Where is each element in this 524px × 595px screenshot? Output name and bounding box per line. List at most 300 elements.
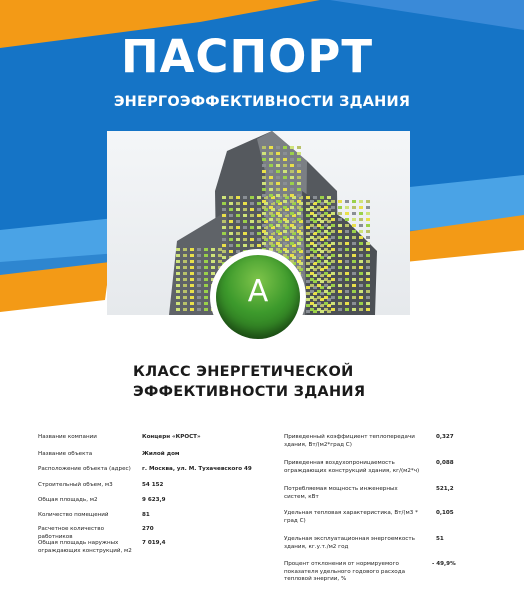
window xyxy=(262,164,266,167)
window xyxy=(306,256,310,259)
window xyxy=(290,164,294,167)
window xyxy=(359,284,363,287)
window xyxy=(297,158,301,161)
document-title: ПАСПОРТ xyxy=(120,30,374,83)
window xyxy=(366,260,370,263)
window xyxy=(211,266,215,269)
window xyxy=(283,248,287,251)
window xyxy=(306,214,310,217)
badge-circle xyxy=(216,255,300,339)
window xyxy=(366,272,370,275)
window xyxy=(359,242,363,245)
row-value: 9 623,9 xyxy=(142,497,166,503)
window xyxy=(359,200,363,203)
window xyxy=(204,284,208,287)
window xyxy=(338,248,342,251)
window xyxy=(338,296,342,299)
window xyxy=(262,212,266,215)
window xyxy=(345,296,349,299)
window xyxy=(345,218,349,221)
window xyxy=(276,200,280,203)
window xyxy=(297,242,301,245)
window xyxy=(250,238,254,241)
window xyxy=(345,224,349,227)
window xyxy=(190,272,194,275)
window xyxy=(276,206,280,209)
window xyxy=(310,242,314,245)
window xyxy=(197,302,201,305)
window xyxy=(283,170,287,173)
window xyxy=(338,284,342,287)
window xyxy=(276,188,280,191)
window xyxy=(276,194,280,197)
window xyxy=(197,272,201,275)
window xyxy=(352,278,356,281)
window xyxy=(297,200,301,203)
window xyxy=(297,260,301,263)
row-value: Жилой дом xyxy=(142,451,180,457)
window xyxy=(345,230,349,233)
window xyxy=(366,218,370,221)
window xyxy=(331,230,335,233)
window xyxy=(283,158,287,161)
window xyxy=(190,308,194,311)
window xyxy=(283,194,287,197)
window xyxy=(269,158,273,161)
window xyxy=(345,206,349,209)
row-value: 0,327 xyxy=(436,434,454,440)
window xyxy=(243,232,247,235)
window xyxy=(269,152,273,155)
window xyxy=(190,266,194,269)
window xyxy=(269,176,273,179)
window xyxy=(297,236,301,239)
window xyxy=(317,248,321,251)
window xyxy=(176,254,180,257)
window xyxy=(306,274,310,277)
window xyxy=(306,304,310,307)
window xyxy=(276,146,280,149)
window xyxy=(218,260,222,263)
window xyxy=(290,182,294,185)
window xyxy=(176,266,180,269)
window xyxy=(243,238,247,241)
window xyxy=(366,302,370,305)
window xyxy=(190,260,194,263)
window xyxy=(338,224,342,227)
window xyxy=(317,278,321,281)
window xyxy=(331,218,335,221)
window xyxy=(276,170,280,173)
window xyxy=(283,212,287,215)
window xyxy=(283,176,287,179)
window xyxy=(297,176,301,179)
window xyxy=(310,260,314,263)
row-value: 270 xyxy=(142,526,154,532)
window xyxy=(229,238,233,241)
window xyxy=(276,212,280,215)
window xyxy=(317,296,321,299)
window xyxy=(352,236,356,239)
window xyxy=(229,196,233,199)
window xyxy=(366,254,370,257)
window xyxy=(211,248,215,251)
window xyxy=(324,284,328,287)
window xyxy=(236,208,240,211)
window xyxy=(190,254,194,257)
window xyxy=(290,188,294,191)
window xyxy=(366,284,370,287)
window xyxy=(197,290,201,293)
window xyxy=(197,284,201,287)
window xyxy=(283,236,287,239)
window xyxy=(317,200,321,203)
window xyxy=(250,226,254,229)
window xyxy=(290,152,294,155)
window xyxy=(310,254,314,257)
row-label: Название компании xyxy=(38,434,97,440)
window xyxy=(243,214,247,217)
window xyxy=(290,158,294,161)
window xyxy=(338,212,342,215)
window xyxy=(366,296,370,299)
window xyxy=(297,164,301,167)
window xyxy=(222,220,226,223)
window xyxy=(297,182,301,185)
window xyxy=(269,188,273,191)
row-value: г. Москва, ул. М. Тухачевского 49 xyxy=(142,466,252,472)
window xyxy=(176,290,180,293)
window xyxy=(250,202,254,205)
window xyxy=(222,238,226,241)
row-value: Концерн «КРОСТ» xyxy=(142,434,201,440)
window xyxy=(197,308,201,311)
left-table-row xyxy=(38,451,268,461)
window xyxy=(197,248,201,251)
window xyxy=(250,220,254,223)
window xyxy=(297,266,301,269)
window xyxy=(257,214,261,217)
window xyxy=(236,232,240,235)
window xyxy=(262,242,266,245)
window xyxy=(345,302,349,305)
window xyxy=(297,146,301,149)
window xyxy=(331,308,335,311)
row-label: Приведенная воздухопроницаемость ограждающих конструкций здания, кг/(м2*ч) xyxy=(284,460,420,474)
window xyxy=(324,212,328,215)
window xyxy=(310,212,314,215)
window xyxy=(310,230,314,233)
window xyxy=(338,290,342,293)
window xyxy=(243,208,247,211)
window xyxy=(306,244,310,247)
right-table-row xyxy=(284,510,509,528)
right-table-row xyxy=(284,561,509,587)
window xyxy=(345,266,349,269)
window xyxy=(183,308,187,311)
window xyxy=(229,226,233,229)
window xyxy=(338,308,342,311)
window xyxy=(324,242,328,245)
window xyxy=(176,302,180,305)
window xyxy=(331,254,335,257)
window xyxy=(345,260,349,263)
window xyxy=(297,206,301,209)
left-table-row xyxy=(38,540,268,558)
window xyxy=(204,248,208,251)
window xyxy=(218,248,222,251)
window xyxy=(276,224,280,227)
right-table-row xyxy=(284,536,509,554)
window xyxy=(190,302,194,305)
window xyxy=(324,206,328,209)
window xyxy=(276,242,280,245)
window xyxy=(290,212,294,215)
window xyxy=(250,214,254,217)
window xyxy=(352,200,356,203)
window xyxy=(359,230,363,233)
window xyxy=(190,248,194,251)
window xyxy=(204,302,208,305)
right-table-row xyxy=(284,434,509,452)
window xyxy=(236,238,240,241)
window xyxy=(257,238,261,241)
window xyxy=(183,254,187,257)
window xyxy=(222,208,226,211)
window xyxy=(262,152,266,155)
window xyxy=(257,202,261,205)
window xyxy=(283,230,287,233)
window xyxy=(197,260,201,263)
window xyxy=(283,188,287,191)
window xyxy=(338,278,342,281)
window xyxy=(290,218,294,221)
window xyxy=(269,206,273,209)
window xyxy=(222,250,226,253)
left-table-row xyxy=(38,482,268,492)
window xyxy=(290,194,294,197)
window xyxy=(324,308,328,311)
window xyxy=(331,302,335,305)
window xyxy=(331,296,335,299)
window xyxy=(276,218,280,221)
window xyxy=(290,242,294,245)
window xyxy=(236,202,240,205)
window xyxy=(317,266,321,269)
window xyxy=(324,272,328,275)
window xyxy=(345,254,349,257)
window xyxy=(197,278,201,281)
window xyxy=(306,292,310,295)
window xyxy=(262,230,266,233)
window xyxy=(352,248,356,251)
window xyxy=(257,208,261,211)
window xyxy=(306,196,310,199)
row-label: Общая площадь, м2 xyxy=(38,497,98,503)
window xyxy=(366,212,370,215)
window xyxy=(290,176,294,179)
window xyxy=(345,200,349,203)
window xyxy=(204,296,208,299)
window xyxy=(310,236,314,239)
window xyxy=(310,290,314,293)
window xyxy=(290,200,294,203)
window xyxy=(366,248,370,251)
window xyxy=(204,272,208,275)
window xyxy=(338,218,342,221)
row-value: 54 152 xyxy=(142,482,164,488)
window xyxy=(359,254,363,257)
window xyxy=(352,290,356,293)
window xyxy=(269,218,273,221)
window xyxy=(283,218,287,221)
row-label: Приведенный коэффициент теплопередачи здания, Вт/(м2*град С) xyxy=(284,434,415,448)
window xyxy=(262,170,266,173)
window xyxy=(310,224,314,227)
window xyxy=(352,272,356,275)
window xyxy=(317,272,321,275)
window xyxy=(338,206,342,209)
window xyxy=(306,262,310,265)
window xyxy=(324,200,328,203)
window xyxy=(290,230,294,233)
window xyxy=(352,218,356,221)
window xyxy=(257,244,261,247)
row-label: Удельная тепловая характеристика, Вт/(м3 * град С) xyxy=(284,510,418,524)
window xyxy=(269,236,273,239)
window xyxy=(276,248,280,251)
window xyxy=(359,206,363,209)
window xyxy=(345,278,349,281)
energy-class-heading-line1: КЛАСС ЭНЕРГЕТИЧЕСКОЙ xyxy=(133,364,354,380)
row-label: Количество помещений xyxy=(38,512,109,518)
window xyxy=(297,224,301,227)
window xyxy=(306,298,310,301)
window xyxy=(290,224,294,227)
window xyxy=(222,202,226,205)
row-label: Процент отклонения от нормируемого показателя удельного годового расхода тепловой энергии, % xyxy=(284,561,406,582)
window xyxy=(352,266,356,269)
window xyxy=(269,230,273,233)
window xyxy=(257,196,261,199)
window xyxy=(359,290,363,293)
window xyxy=(204,308,208,311)
window xyxy=(197,266,201,269)
row-value: - 49,9% xyxy=(432,561,456,567)
window xyxy=(310,266,314,269)
energy-class-heading xyxy=(133,362,453,402)
window xyxy=(183,296,187,299)
row-label: Строительный объем, м3 xyxy=(38,482,113,488)
window xyxy=(176,284,180,287)
window xyxy=(297,212,301,215)
window xyxy=(306,202,310,205)
window xyxy=(331,200,335,203)
window xyxy=(310,296,314,299)
window xyxy=(324,254,328,257)
window xyxy=(306,226,310,229)
row-value: 0,088 xyxy=(436,460,454,466)
window xyxy=(359,260,363,263)
window xyxy=(183,284,187,287)
window xyxy=(317,236,321,239)
window xyxy=(338,242,342,245)
window xyxy=(359,218,363,221)
window xyxy=(283,206,287,209)
window xyxy=(229,244,233,247)
window xyxy=(204,290,208,293)
window xyxy=(306,220,310,223)
window xyxy=(331,266,335,269)
window xyxy=(190,284,194,287)
window xyxy=(229,250,233,253)
window xyxy=(366,224,370,227)
window xyxy=(262,224,266,227)
window xyxy=(262,146,266,149)
row-label: Потребляемая мощность инженерных систем, кВт xyxy=(284,486,398,500)
row-label: Удельная эксплуатационная энергоемкость здания, кг.у.т./м2 год xyxy=(284,536,415,550)
window xyxy=(345,284,349,287)
window xyxy=(331,212,335,215)
window xyxy=(229,208,233,211)
window xyxy=(366,230,370,233)
row-label: Название объекта xyxy=(38,451,93,457)
window xyxy=(276,236,280,239)
window xyxy=(269,194,273,197)
window xyxy=(176,248,180,251)
window xyxy=(313,196,317,199)
window xyxy=(324,260,328,263)
window xyxy=(262,200,266,203)
window xyxy=(310,272,314,275)
window xyxy=(269,242,273,245)
window xyxy=(262,236,266,239)
window xyxy=(297,230,301,233)
row-label: Расчетное количество работников xyxy=(38,526,104,540)
window xyxy=(176,272,180,275)
window xyxy=(190,278,194,281)
window xyxy=(317,308,321,311)
left-table-row xyxy=(38,512,268,522)
window xyxy=(324,248,328,251)
window xyxy=(331,260,335,263)
window xyxy=(190,296,194,299)
window xyxy=(204,260,208,263)
window xyxy=(290,254,294,257)
window xyxy=(324,266,328,269)
window xyxy=(359,266,363,269)
window xyxy=(229,220,233,223)
window xyxy=(352,206,356,209)
window xyxy=(317,254,321,257)
window xyxy=(190,290,194,293)
window xyxy=(324,296,328,299)
window xyxy=(317,224,321,227)
energy-class-heading-line2: ЭФФЕКТИВНОСТИ ЗДАНИЯ xyxy=(133,384,366,400)
window xyxy=(310,248,314,251)
window xyxy=(297,254,301,257)
window xyxy=(345,212,349,215)
window xyxy=(338,236,342,239)
window xyxy=(283,164,287,167)
window xyxy=(269,164,273,167)
window xyxy=(243,202,247,205)
window xyxy=(262,188,266,191)
window xyxy=(229,214,233,217)
window xyxy=(269,146,273,149)
window xyxy=(324,278,328,281)
window xyxy=(290,170,294,173)
